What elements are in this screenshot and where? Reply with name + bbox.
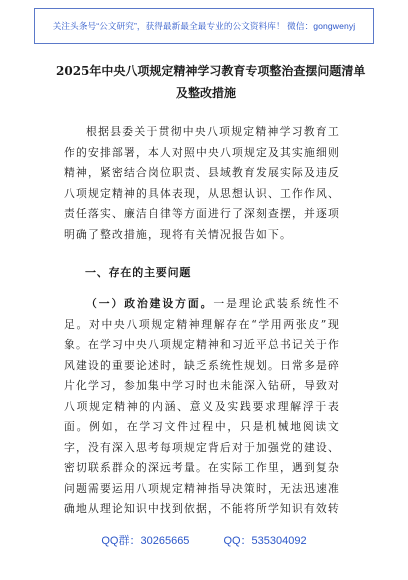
document-title-line-2: 及整改措施 <box>175 86 236 100</box>
promo-banner <box>34 8 374 44</box>
section-1-body: 一是理论武装系统性不足。对中央八项规定精神理解存在“学用两张皮”现象。在学习中央八项规定精神和习近平总书记关于作风建设的重要论述时，缺乏系统性规划。日常多是碎片化学习，参加集中学习时也未能深入钻研，导致对八项规定精神的内涵、意义及实践要求理解浮于表面。例如，在学习文件过程中，只是机械地阅读文字，没有深入思考每项规定背后对于加强党的建设、密切联系群众的深远考量。在实际工作里，遇到复杂问题需要运用八项规定精神指导决策时，无法迅速准确地从理论知识中找到依据，不能将所学知识有效转 <box>64 297 341 515</box>
footer-qq-number: QQ：535304092 <box>223 535 307 547</box>
promo-banner-text: 关注头条号“公文研究”，获得最新最全最专业的公文资料库！ 微信：gongwenyj <box>52 21 356 31</box>
intro-paragraph: 根据县委关于贯彻中央八项规定精神学习教育工作的安排部署，本人对照中央八项规定及其实施细则精神，紧密结合岗位职责、县域教育发展实际及违反八项规定精神的具体表现，从思想认识、工作作风、责任落实、廉洁自律等方面进行了深刻查摆，并逐项明确了整改措施，现将有关情况报告如下。 <box>64 125 340 241</box>
document-title <box>56 60 366 104</box>
footer-qq-group: QQ群：30265665 <box>101 535 190 547</box>
footer-contact <box>0 532 408 548</box>
section-1-lead: （一）政治建设方面。 <box>86 297 214 310</box>
section-heading-1: 一、存在的主要问题 <box>85 266 192 279</box>
document-title-line-1: 2025年中央八项规定精神学习教育专项整治查摆问题清单 <box>56 64 366 78</box>
section-1-paragraph <box>64 294 340 520</box>
